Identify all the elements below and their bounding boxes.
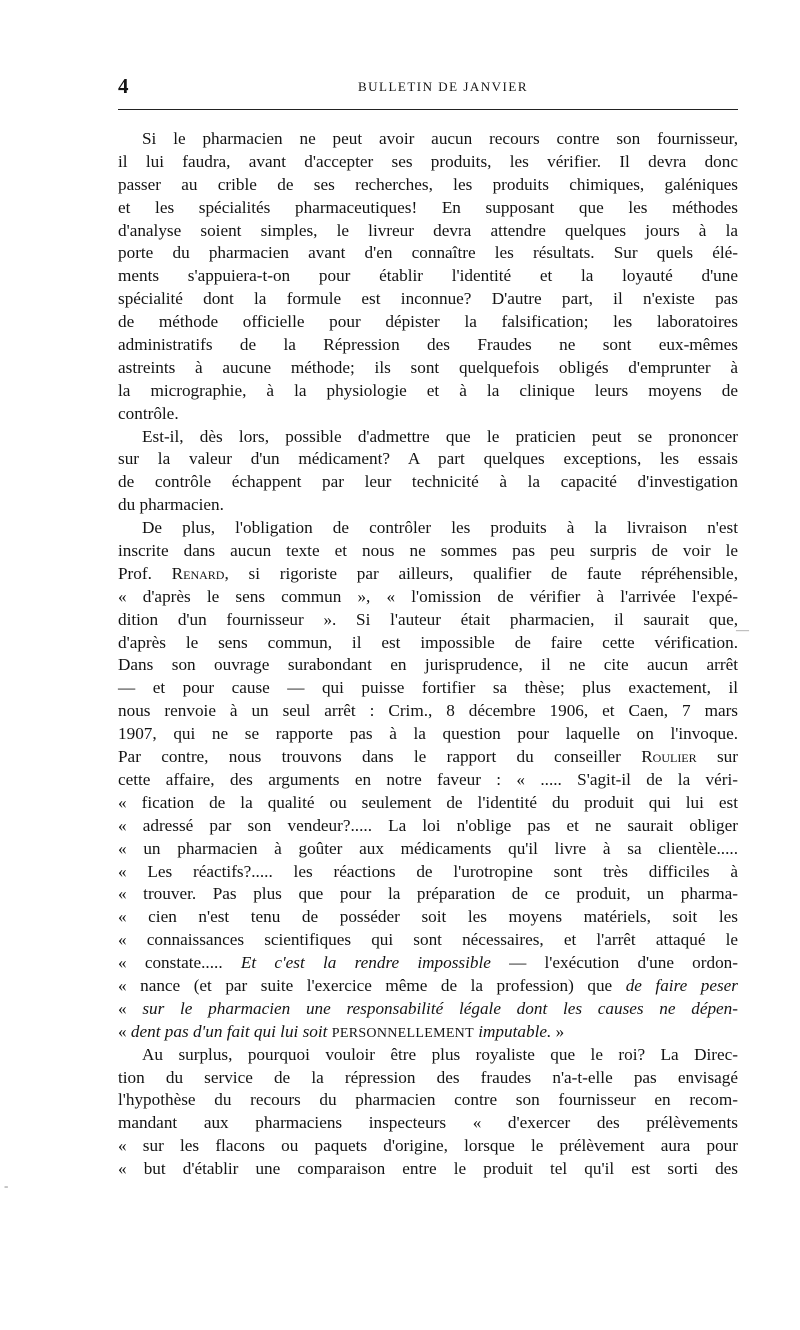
text-line [118,998,738,1021]
text-run: nous renvoie à un seul arrêt : Crim., 8 décembre 1906, et Caen, 7 mars [118,701,738,721]
text-line [118,357,738,380]
text-line [118,426,738,449]
text-run: inscrite dans aucun texte et nous ne sommes pas peu surpris de voir le [118,541,738,561]
text-run: Par contre, nous trouvons dans le rapport du conseiller [118,747,642,767]
text-run: sur [696,747,738,767]
text-line [118,700,738,723]
running-title: BULLETIN DE JANVIER [357,79,529,94]
margin-mark: — [736,622,749,637]
text-line [118,334,738,357]
text-run: cette affaire, des arguments en notre faveur : « ..... S'agit-il de la véri- [118,769,738,789]
text-run: De plus, l'obligation de contrôler les produits à la livraison n'est [142,518,738,538]
text-line [118,471,738,494]
text-run: Est-il, dès lors, possible d'admettre que le praticien peut se prononcer [142,426,738,446]
text-run: , si rigoriste par ailleurs, qualifier de faute répréhensible, [224,563,738,583]
text-line [118,220,738,243]
text-run: PERSONNELLEMENT [331,1025,474,1041]
text-run: Si le pharmacien ne peut avoir aucun recours contre son fournisseur, [142,129,738,148]
text-run: il lui faudra, avant d'accepter ses produits, les vérifier. Il devra donc [118,151,738,171]
text-run: imputable. [478,1021,552,1041]
text-run: dition d'un fournisseur ». Si l'auteur était pharmacien, il saurait que, [118,609,738,629]
text-line [118,746,738,769]
text-line [118,654,738,677]
text-run: de faire peser [625,975,738,995]
text-line [118,792,738,815]
paragraph [118,517,738,1043]
text-run: Et c'est la rendre impossible [240,953,491,973]
text-run: 1907, qui ne se rapporte pas à la question pour laquelle on l'invoque. [118,724,738,744]
text-line [118,288,738,311]
text-line [118,448,738,471]
text-run: dent pas d'un fait qui lui soit [130,1021,332,1041]
text-line [118,311,738,334]
text-run: « nance (et par suite l'exercice même de la profession) que [118,975,626,995]
text-run: « connaissances scientifiques qui sont nécessaires, et l'arrêt attaqué le [118,930,738,950]
text-line [118,151,738,174]
margin-mark: - [4,1178,9,1193]
header-rule [118,109,738,110]
text-run: de contrôle échappent par leur technicité à la capacité d'investigation [118,472,738,492]
text-run: d'après le sens commun, il est impossible de faire cette vérification. [118,632,738,652]
text-run: « Les réactifs?..... les réactions de l'urotropine sont très difficiles à [118,861,738,881]
text-run: du pharmacien. [118,495,224,515]
text-run: porte du pharmacien avant d'en connaître les résultats. Sur quels élé- [118,243,738,263]
text-run: — l'exécution d'une ordon- [490,953,738,973]
text-line [118,723,738,746]
text-line [118,1158,738,1181]
text-line [118,517,738,540]
text-line [118,540,738,563]
text-line [118,929,738,952]
text-run: administratifs de la Répression des Fraudes ne sont eux-mêmes [118,335,738,355]
text-run: « un pharmacien à goûter aux médicaments qu'il livre à sa clientèle..... [118,838,738,858]
text-line [118,975,738,998]
text-run: sur la valeur d'un médicament? A part quelques exceptions, les essais [118,449,738,469]
text-run: « sur les flacons ou paquets d'origine, lorsque le prélèvement aura pour [118,1136,738,1156]
text-line [118,677,738,700]
text-run: « constate..... [118,953,241,973]
text-run: « but d'établir une comparaison entre le produit tel qu'il est sorti des [118,1159,738,1179]
text-line [118,1135,738,1158]
text-line [118,1112,738,1135]
text-line [118,1089,738,1112]
paragraph [118,1044,738,1181]
text-run: « fication de la qualité ou seulement de l'identité du produit qui lui est [118,792,738,812]
text-line [118,769,738,792]
text-line [118,815,738,838]
text-line [118,128,738,151]
text-run: la micrographie, à la physiologie et à la clinique leurs moyens de [118,380,738,400]
text-run: « trouver. Pas plus que pour la préparation de ce produit, un pharma- [118,884,738,904]
text-run: d'analyse soient simples, le livreur devra attendre quelques jours à la [118,220,738,240]
text-run: et les spécialités pharmaceutiques! En supposant que les méthodes [118,197,738,217]
text-line [118,265,738,288]
text-run: de méthode officielle pour dépister la falsification; les laboratoires [118,312,738,332]
text-line [118,586,738,609]
text-run: » [551,1021,565,1041]
text-line [118,197,738,220]
page-header [118,74,738,102]
text-run: tion du service de la répression des fraudes n'a-t-elle pas envisagé [118,1067,738,1087]
text-line [118,952,738,975]
text-line [118,906,738,929]
text-run: spécialité dont la formule est inconnue? D'autre part, il n'existe pas [118,289,738,309]
text-run: « [118,998,143,1018]
text-run: « [118,1021,131,1041]
text-line [118,883,738,906]
text-line [118,609,738,632]
text-line [118,1021,738,1044]
text-run: Au surplus, pourquoi vouloir être plus royaliste que le roi? La Direc- [142,1044,738,1064]
text-line [118,563,738,586]
text-line [118,380,738,403]
text-run: — et pour cause — qui puisse fortifier sa thèse; plus exactement, il [118,678,738,698]
text-line [118,403,738,426]
text-line [118,1067,738,1090]
page-number: 4 [118,74,129,98]
body-text [118,128,738,1181]
text-run: Dans son ouvrage surabondant en jurisprudence, il ne cite aucun arrêt [118,655,738,675]
text-run: mandant aux pharmaciens inspecteurs « d'exercer des prélèvements [118,1113,738,1133]
paragraph [118,128,738,426]
text-run: Prof. [118,563,172,583]
text-run: sur le pharmacien une responsabilité légale dont les causes ne dépen- [142,998,738,1018]
text-line [118,1044,738,1067]
text-run: Renard [171,563,225,583]
text-run: « cien n'est tenu de posséder soit les moyens matériels, soit les [118,907,738,927]
text-run: ments s'appuiera-t-on pour établir l'identité et la loyauté d'une [118,266,738,286]
text-run: passer au crible de ses recherches, les produits chimiques, galéniques [118,174,738,194]
text-line [118,632,738,655]
text-run: « adressé par son vendeur?..... La loi n'oblige pas et ne saurait obliger [118,815,738,835]
text-run: « d'après le sens commun », « l'omission de vérifier à l'arrivée l'expé- [118,586,738,606]
text-run: astreints à aucune méthode; ils sont quelquefois obligés d'emprunter à [118,357,738,377]
text-run: Roulier [641,747,697,767]
text-run: contrôle. [118,403,179,423]
text-line [118,861,738,884]
text-line [118,838,738,861]
paragraph [118,426,738,518]
text-line [118,174,738,197]
text-line [118,242,738,265]
text-run: l'hypothèse du recours du pharmacien contre son fournisseur en recom- [118,1090,738,1110]
text-line [118,494,738,517]
